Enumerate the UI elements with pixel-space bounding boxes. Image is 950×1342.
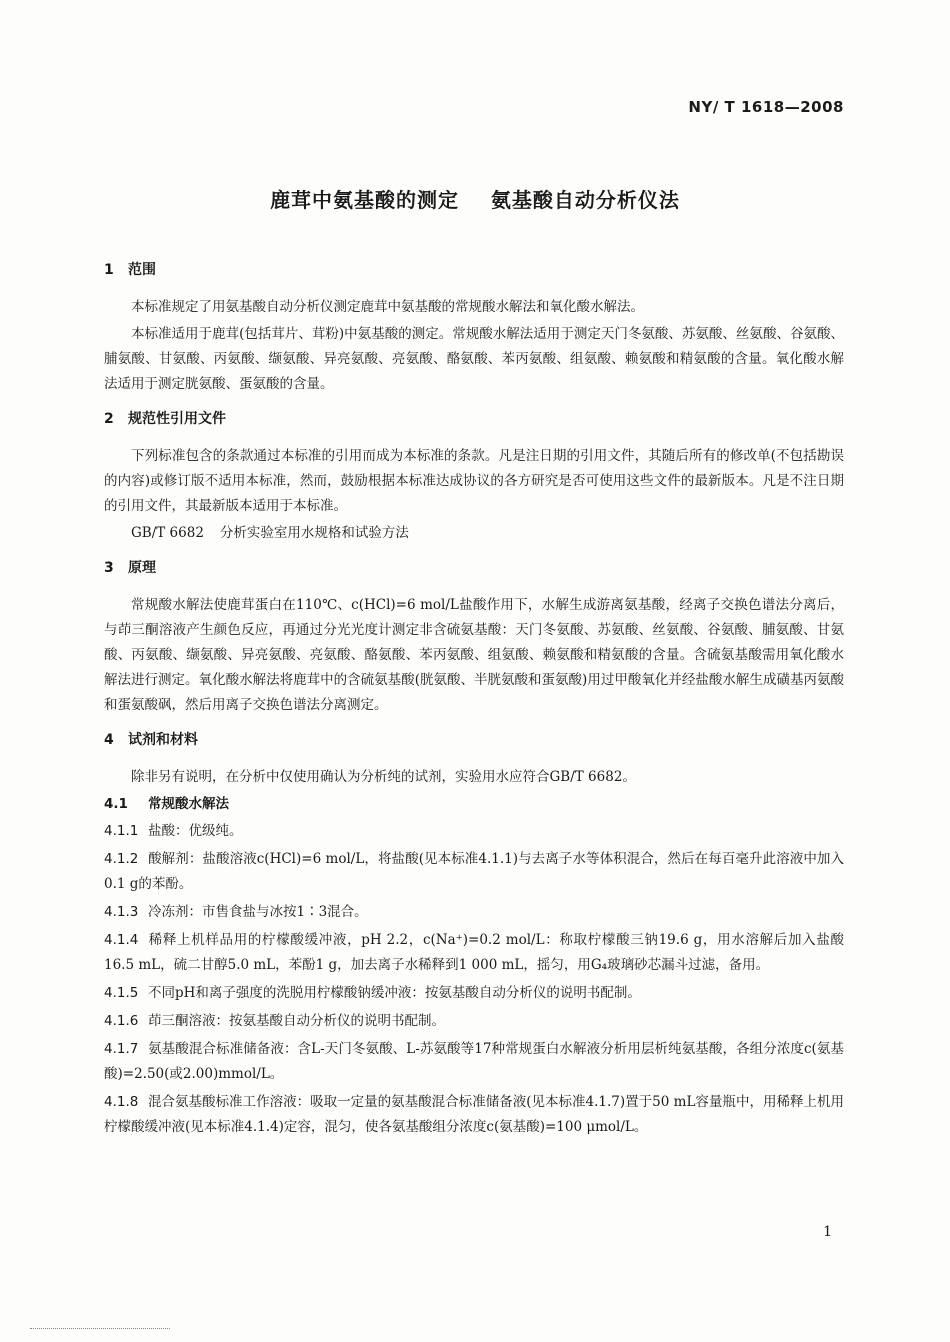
section-1-paragraph: 本标准适用于鹿茸(包括茸片、茸粉)中氨基酸的测定。常规酸水解法适用于测定天门冬氨酸、苏氨酸、丝氨酸、谷氨酸、脯氨酸、甘氨酸、丙氨酸、缬氨酸、异亮氨酸、亮氨酸、酪氨酸、苯丙氨酸、组氨酸、赖氨酸和精氨酸的含量。氧化酸水解法适用于测定胱氨酸、蛋氨酸的含量。 [104,326,844,392]
clause-text: 茚三酮溶液：按氨基酸自动分析仪的说明书配制。 [148,1013,445,1029]
section-3-heading [104,556,844,581]
clause-item [104,1009,844,1034]
section-2-heading [104,407,844,432]
subsection-4-1-heading [104,792,844,817]
clause-text: 冷冻剂：市售食盐与冰按1∶3混合。 [148,904,368,920]
clause-item [104,1037,844,1087]
document-title: 鹿茸中氨基酸的测定 氨基酸自动分析仪法 [270,188,680,212]
clause-item [104,819,844,844]
section-4-heading [104,728,844,753]
clause-number: 4.1.8 [104,1094,139,1110]
page-number: 1 [823,1224,832,1240]
clause-number: 4.1.6 [104,1013,139,1029]
section-number: 3 [104,560,114,576]
clause-item [104,928,844,978]
clause-item [104,981,844,1006]
section-title: 规范性引用文件 [128,411,226,427]
section-3-paragraph: 常规酸水解法使鹿茸蛋白在110℃、c(HCl)=6 mol/L盐酸作用下，水解生成游离氨基酸，经离子交换色谱法分离后，与茚三酮溶液产生颜色反应，再通过分光光度计测定非含硫氨基酸：天门冬氨酸、苏氨酸、丝氨酸、谷氨酸、脯氨酸、甘氨酸、丙氨酸、缬氨酸、异亮氨酸、亮氨酸、酪氨酸、苯丙氨酸、组氨酸、赖氨酸和精氨酸的含量。含硫氨基酸需用氧化酸水解法进行测定。氧化酸水解法将鹿茸中的含硫氨基酸(胱氨酸、半胱氨酸和蛋氨酸)用过甲酸氧化并经盐酸水解生成磺基丙氨酸和蛋氨酸砜，然后用离子交换色谱法分离测定。 [104,597,844,713]
clause-item [104,900,844,925]
clause-number: 4.1.1 [104,823,139,839]
section-title: 试剂和材料 [128,732,198,748]
document-body [104,258,844,1143]
section-number: 4 [104,732,114,748]
subsection-number: 4.1 [104,796,128,812]
clause-item [104,847,844,897]
clause-text: 混合氨基酸标准工作溶液：吸取一定量的氨基酸混合标准储备液(见本标准4.1.7)置于50 mL容量瓶中，用稀释上机用柠檬酸缓冲液(见本标准4.1.4)定容，混匀，使各氨基酸组分浓度c(氨基酸)=100 μmol/L。 [104,1094,844,1135]
clause-number: 4.1.3 [104,904,139,920]
reference-title: 分析实验室用水规格和试验方法 [219,525,409,541]
normative-reference [104,521,844,546]
section-title: 原理 [128,560,156,576]
subsection-title: 常规酸水解法 [148,796,229,812]
clause-number: 4.1.7 [104,1041,139,1057]
section-number: 2 [104,411,114,427]
section-number: 1 [104,262,114,278]
section-title: 范围 [128,262,156,278]
clause-item [104,1090,844,1140]
section-4-paragraph: 除非另有说明，在分析中仅使用确认为分析纯的试剂，实验用水应符合GB/T 6682。 [131,769,636,785]
clause-number: 4.1.4 [104,932,139,948]
clause-text: 氨基酸混合标准储备液：含L-天门冬氨酸、L-苏氨酸等17种常规蛋白水解液分析用层析纯氨基酸，各组分浓度c(氨基酸)=2.50(或2.00)mmol/L。 [104,1041,844,1082]
clause-number: 4.1.5 [104,985,139,1001]
clause-number: 4.1.2 [104,851,139,867]
clause-text: 酸解剂：盐酸溶液c(HCl)=6 mol/L，将盐酸(见本标准4.1.1)与去离子水等体积混合，然后在每百毫升此溶液中加入0.1 g的苯酚。 [104,851,844,892]
clause-text: 盐酸：优级纯。 [148,823,243,839]
clause-text: 稀释上机样品用的柠檬酸缓冲液，pH 2.2，c(Na⁺)=0.2 mol/L：称取柠檬酸三钠19.6 g，用水溶解后加入盐酸16.5 mL，硫二甘醇5.0 mL，苯酚1 g，加去离子水稀释到1 000 mL，摇匀，用G₄玻璃砂芯漏斗过滤，备用。 [104,932,844,973]
standard-number: NY/ T 1618—2008 [688,98,844,116]
reference-code: GB/T 6682 [131,525,204,541]
section-1-heading [104,258,844,283]
section-2-paragraph: 下列标准包含的条款通过本标准的引用而成为本标准的条款。凡是注日期的引用文件，其随后所有的修改单(不包括勘误的内容)或修订版不适用本标准，然而，鼓励根据本标准达成协议的各方研究是否可使用这些文件的最新版本。凡是不注日期的引用文件，其最新版本适用于本标准。 [104,448,844,514]
section-1-paragraph: 本标准规定了用氨基酸自动分析仪测定鹿茸中氨基酸的常规酸水解法和氧化酸水解法。 [131,299,644,315]
footer-divider [30,1328,170,1329]
clause-text: 不同pH和离子强度的洗脱用柠檬酸钠缓冲液：按氨基酸自动分析仪的说明书配制。 [148,985,641,1001]
